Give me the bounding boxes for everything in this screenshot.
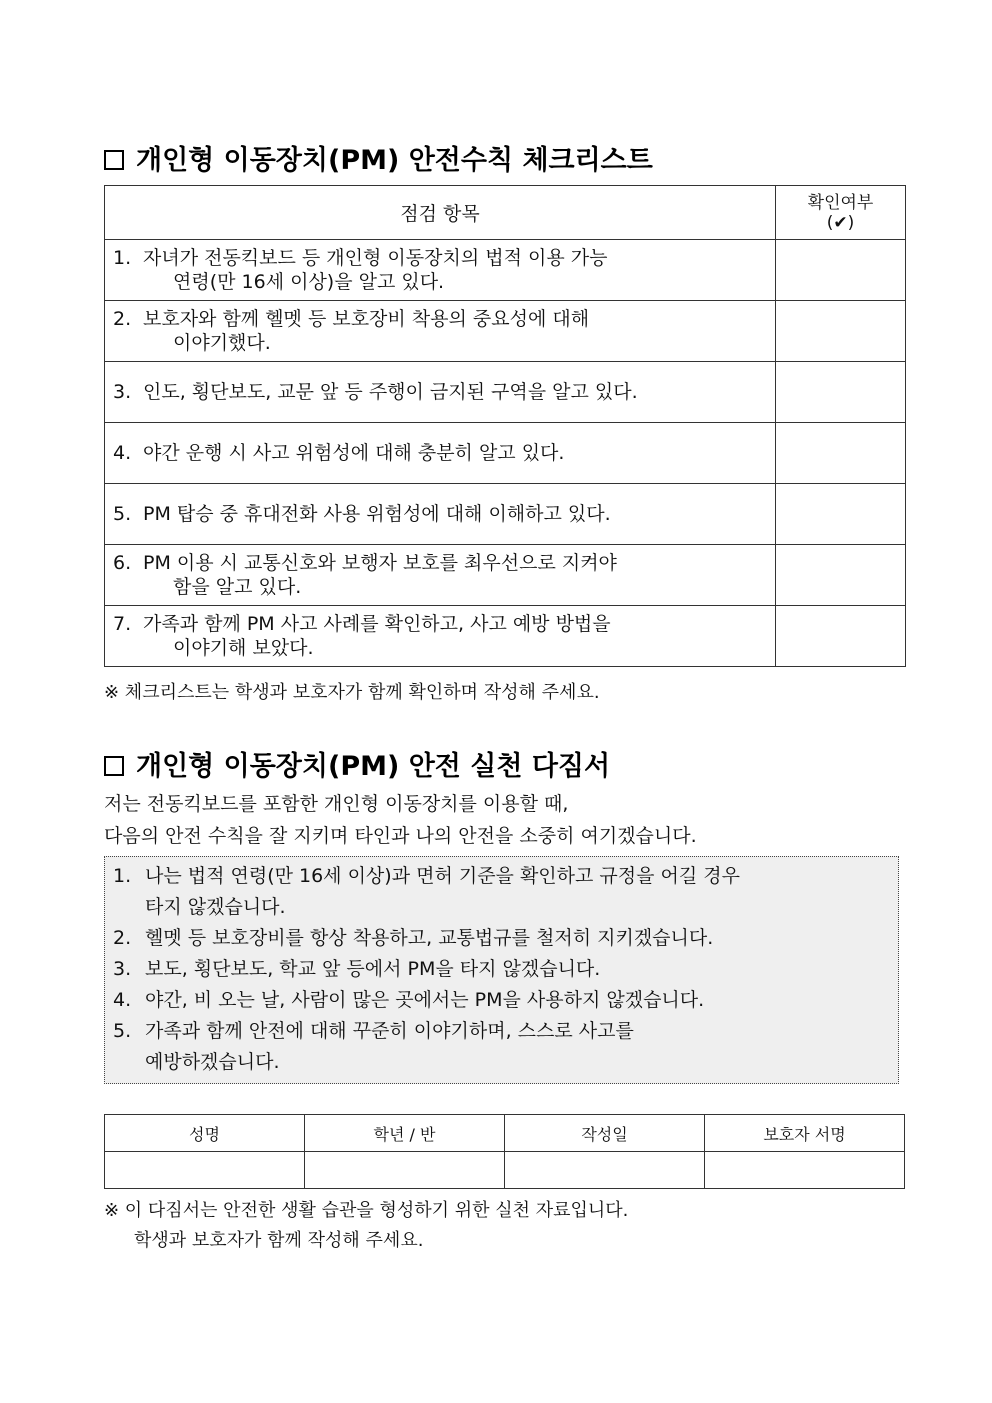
table-row [105, 545, 906, 606]
checklist-item-6 [105, 545, 776, 606]
header-check [776, 186, 906, 240]
check-cell-5[interactable] [776, 484, 906, 545]
pledge-note-line2: 학생과 보호자가 함께 작성해 주세요. [134, 1230, 424, 1251]
check-cell-2[interactable] [776, 301, 906, 362]
table-row [105, 606, 906, 667]
header-date: 작성일 [505, 1115, 705, 1152]
item-text: 자녀가 전동킥보드 등 개인형 이동장치의 법적 이용 가능 [143, 247, 608, 269]
table-row [105, 301, 906, 362]
item-number: 3. [113, 381, 132, 403]
signature-input-row [105, 1152, 905, 1189]
item-text-cont: 타지 않겠습니다. [145, 896, 286, 918]
item-text: PM 이용 시 교통신호와 보행자 보호를 최우선으로 지켜야 [143, 552, 617, 574]
check-cell-3[interactable] [776, 362, 906, 423]
item-text: 야간 운행 시 사고 위험성에 대해 충분히 알고 있다. [143, 442, 565, 464]
pledge-note-line1: ※ 이 다짐서는 안전한 생활 습관을 형성하기 위한 실천 자료입니다. [104, 1200, 629, 1221]
item-text-cont: 이야기했다. [173, 332, 271, 354]
header-guardian-signature: 보호자 서명 [705, 1115, 905, 1152]
pledge-intro-line2: 다음의 안전 수칙을 잘 지키며 타인과 나의 안전을 소중히 여기겠습니다. [104, 825, 697, 847]
header-name: 성명 [105, 1115, 305, 1152]
item-number: 2. [113, 927, 132, 949]
signature-table [104, 1114, 905, 1189]
item-text: 가족과 함께 PM 사고 사례를 확인하고, 사고 예방 방법을 [143, 613, 611, 635]
item-number: 5. [113, 503, 132, 525]
list-item [113, 985, 898, 1016]
item-number: 3. [113, 958, 132, 980]
header-check-mark: (✔) [826, 212, 855, 233]
check-cell-6[interactable] [776, 545, 906, 606]
checklist-note: ※ 체크리스트는 학생과 보호자가 함께 확인하며 작성해 주세요. [104, 682, 600, 703]
list-item [113, 1016, 898, 1078]
item-number: 7. [113, 613, 132, 635]
check-cell-1[interactable] [776, 240, 906, 301]
item-number: 5. [113, 1020, 132, 1042]
item-text-cont: 이야기해 보았다. [173, 637, 314, 659]
pledge-list [105, 857, 898, 1078]
signature-header-row [105, 1115, 905, 1152]
item-text: 나는 법적 연령(만 16세 이상)과 면허 기준을 확인하고 규정을 어길 경우 [145, 865, 740, 887]
check-cell-7[interactable] [776, 606, 906, 667]
date-field[interactable] [505, 1152, 705, 1189]
checklist-item-2 [105, 301, 776, 362]
item-number: 4. [113, 989, 132, 1011]
item-text: PM 탑승 중 휴대전화 사용 위험성에 대해 이해하고 있다. [143, 503, 611, 525]
checklist-item-1 [105, 240, 776, 301]
item-number: 2. [113, 308, 132, 330]
item-number: 4. [113, 442, 132, 464]
pledge-list-box [104, 856, 899, 1084]
item-number: 6. [113, 552, 132, 574]
checklist-item-4 [105, 423, 776, 484]
checkbox-square-icon [104, 150, 124, 170]
checklist-item-7 [105, 606, 776, 667]
grade-class-field[interactable] [305, 1152, 505, 1189]
list-item [113, 954, 898, 985]
checklist-item-5 [105, 484, 776, 545]
checklist-item-3 [105, 362, 776, 423]
list-item [113, 923, 898, 954]
item-number: 1. [113, 865, 132, 887]
check-cell-4[interactable] [776, 423, 906, 484]
checklist-title [104, 138, 653, 177]
checkbox-square-icon [104, 756, 124, 776]
item-text: 보호자와 함께 헬멧 등 보호장비 착용의 중요성에 대해 [143, 308, 590, 330]
table-row [105, 423, 906, 484]
item-text-cont: 예방하겠습니다. [145, 1051, 280, 1073]
table-row [105, 362, 906, 423]
guardian-signature-field[interactable] [705, 1152, 905, 1189]
item-text: 야간, 비 오는 날, 사람이 많은 곳에서는 PM을 사용하지 않겠습니다. [145, 989, 705, 1011]
item-text-cont: 연령(만 16세 이상)을 알고 있다. [173, 271, 445, 293]
checklist-title-text: 개인형 이동장치(PM) 안전수칙 체크리스트 [136, 145, 653, 176]
list-item [113, 861, 898, 923]
item-number: 1. [113, 247, 132, 269]
item-text: 보도, 횡단보도, 학교 앞 등에서 PM을 타지 않겠습니다. [145, 958, 601, 980]
pledge-title [104, 744, 610, 783]
checklist-header-row [105, 186, 906, 240]
checklist-table [104, 185, 906, 667]
item-text: 헬멧 등 보호장비를 항상 착용하고, 교통법규를 철저히 지키겠습니다. [145, 927, 714, 949]
table-row [105, 484, 906, 545]
item-text: 인도, 횡단보도, 교문 앞 등 주행이 금지된 구역을 알고 있다. [143, 381, 638, 403]
name-field[interactable] [105, 1152, 305, 1189]
item-text: 가족과 함께 안전에 대해 꾸준히 이야기하며, 스스로 사고를 [145, 1020, 634, 1042]
header-item: 점검 항목 [105, 186, 776, 240]
pledge-intro-line1: 저는 전동킥보드를 포함한 개인형 이동장치를 이용할 때, [104, 793, 569, 815]
pledge-title-text: 개인형 이동장치(PM) 안전 실천 다짐서 [136, 751, 611, 782]
header-check-label: 확인여부 [807, 192, 874, 213]
item-text-cont: 함을 알고 있다. [173, 576, 302, 598]
header-grade-class: 학년 / 반 [305, 1115, 505, 1152]
table-row [105, 240, 906, 301]
